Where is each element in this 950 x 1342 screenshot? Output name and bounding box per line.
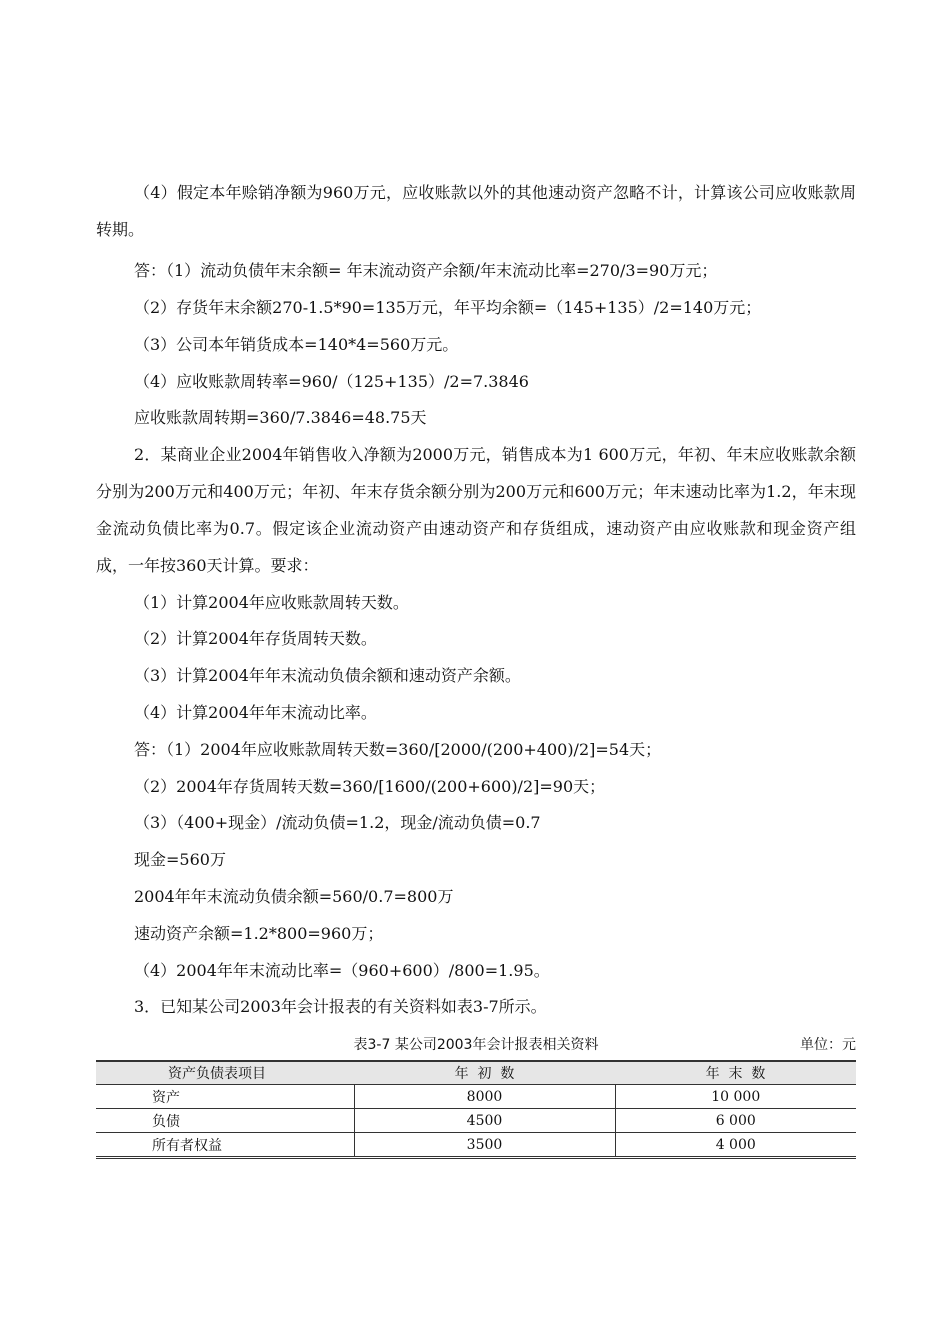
solution-line-7: （4）2004年年末流动比率=（960+600）/800=1.95。	[134, 961, 550, 980]
requirement-1: （1）计算2004年应收账款周转天数。	[134, 593, 409, 612]
problem-3-intro: 3．已知某公司2003年会计报表的有关资料如表3-7所示。	[134, 997, 547, 1016]
header-item: 资产负债表项目	[96, 1061, 354, 1085]
solution-line-3: （3）（400+现金）/流动负债=1.2，现金/流动负债=0.7	[134, 813, 541, 832]
report-table	[96, 1060, 856, 1159]
question-4-paragraph: （4）假定本年赊销净额为960万元，应收账款以外的其他速动资产忽略不计，计算该公司应收账款周转期。	[96, 183, 856, 239]
answer-line-4: （4）应收账款周转率=960/（125+135）/2=7.3846	[134, 372, 529, 391]
row-end-value: 6 000	[615, 1109, 856, 1133]
solution-line-4: 现金=560万	[134, 850, 226, 869]
answer-line-5: 应收账款周转期=360/7.3846=48.75天	[134, 408, 427, 427]
table-title: 表3-7 某公司2003年会计报表相关资料	[353, 1037, 599, 1053]
answer-line-1: 答：（1）流动负债年末余额= 年末流动资产余额/年末流动比率=270/3=90万元；	[134, 261, 718, 280]
solution-line-5: 2004年年末流动负债余额=560/0.7=800万	[134, 887, 454, 906]
problem-2-paragraph: 2．某商业企业2004年销售收入净额为2000万元，销售成本为1 600万元，年初、年末应收账款余额分别为200万元和400万元；年初、年末存货余额分别为200万元和600万元；年末速动比率为1.2，年末现金流动负债比率为0.7。假定该企业流动资产由速动资产和存货组成，速动资产由应收账款和现金资产组成，一年按360天计算。要求：	[96, 445, 856, 575]
row-begin-value: 3500	[354, 1133, 615, 1158]
requirement-3: （3）计算2004年年末流动负债余额和速动资产余额。	[134, 666, 521, 685]
answer-line-2: （2）存货年末余额270-1.5*90=135万元，年平均余额=（145+135）/2=140万元；	[134, 298, 762, 317]
row-end-value: 10 000	[615, 1085, 856, 1109]
answer-line-3: （3）公司本年销货成本=140*4=560万元。	[134, 335, 459, 354]
requirement-2: （2）计算2004年存货周转天数。	[134, 629, 377, 648]
table-row	[96, 1085, 856, 1109]
solution-line-2: （2）2004年存货周转天数=360/[1600/(200+600)/2]=90天；	[134, 777, 606, 796]
table-row	[96, 1109, 856, 1133]
row-begin-value: 4500	[354, 1109, 615, 1133]
header-end: 年 末 数	[615, 1061, 856, 1085]
table-header-row	[96, 1061, 856, 1085]
row-label: 负债	[96, 1109, 354, 1133]
row-end-value: 4 000	[615, 1133, 856, 1158]
requirement-4: （4）计算2004年年末流动比率。	[134, 703, 377, 722]
header-begin: 年 初 数	[354, 1061, 615, 1085]
solution-line-6: 速动资产余额=1.2*800=960万；	[134, 924, 384, 943]
row-label: 所有者权益	[96, 1133, 354, 1158]
row-begin-value: 8000	[354, 1085, 615, 1109]
table-unit: 单位：元	[800, 1037, 856, 1053]
row-label: 资产	[96, 1085, 354, 1109]
table-row	[96, 1133, 856, 1158]
solution-line-1: 答：（1）2004年应收账款周转天数=360/[2000/(200+400)/2]=54天；	[134, 740, 662, 759]
table-caption	[96, 1030, 856, 1058]
